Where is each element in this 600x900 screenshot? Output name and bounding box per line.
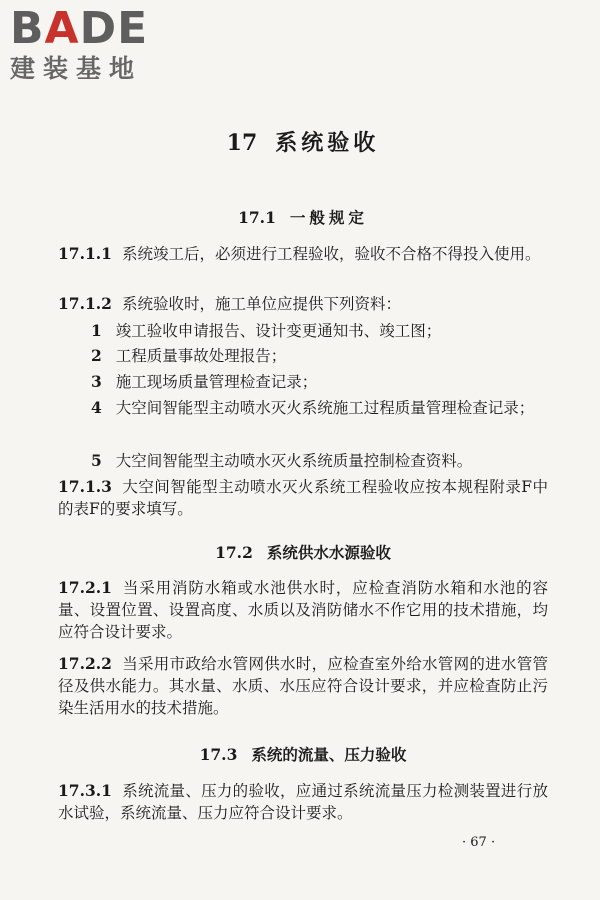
logo-subtitle: 建装基地	[10, 54, 143, 83]
list-item: 3 施工现场质量管理检查记录；	[91, 372, 318, 391]
clause-17-1-1: 17.1.1 系统竣工后，必须进行工程验收，验收不合格不得投入使用。	[58, 244, 541, 263]
logo-wordmark: BADE	[10, 3, 149, 54]
page-number: · 67 ·	[462, 835, 496, 850]
clause-17-1-2: 17.1.2 系统验收时，施工单位应提供下列资料：	[58, 294, 401, 313]
section-heading-17-3: 17.3 系统的流量、压力验收	[199, 745, 407, 764]
section-heading-17-1: 17.1 一般规定	[238, 208, 368, 227]
section-heading-17-2: 17.2 系统供水水源验收	[215, 543, 391, 562]
clause-17-1-3: 17.1.3 大空间智能型主动喷水灭火系统工程验收应按本规程附录F中的表F的要求填写。	[58, 477, 548, 518]
brand-logo	[10, 4, 180, 84]
clause-17-3-1: 17.3.1 系统流量、压力的验收，应通过系统流量压力检测装置进行放水试验，系统流量、压力应符合设计要求。	[58, 781, 548, 822]
clause-17-2-1: 17.2.1 当采用消防水箱或水池供水时，应检查消防水箱和水池的容量、设置位置、设置高度、水质以及消防储水不作它用的技术措施，均应符合设计要求。	[58, 578, 548, 641]
chapter-title: 17 系统验收	[226, 130, 380, 156]
list-item: 1 竣工验收申请报告、设计变更通知书、竣工图；	[91, 321, 442, 340]
list-item: 2 工程质量事故处理报告；	[91, 346, 287, 365]
list-item: 4 大空间智能型主动喷水灭火系统施工过程质量管理检查记录；	[91, 398, 535, 417]
list-item: 5 大空间智能型主动喷水灭火系统质量控制检查资料。	[91, 451, 473, 470]
clause-17-2-2: 17.2.2 当采用市政给水管网供水时，应检查室外给水管网的进水管管径及供水能力。其水量、水质、水压应符合设计要求，并应检查防止污染生活用水的技术措施。	[58, 654, 548, 717]
